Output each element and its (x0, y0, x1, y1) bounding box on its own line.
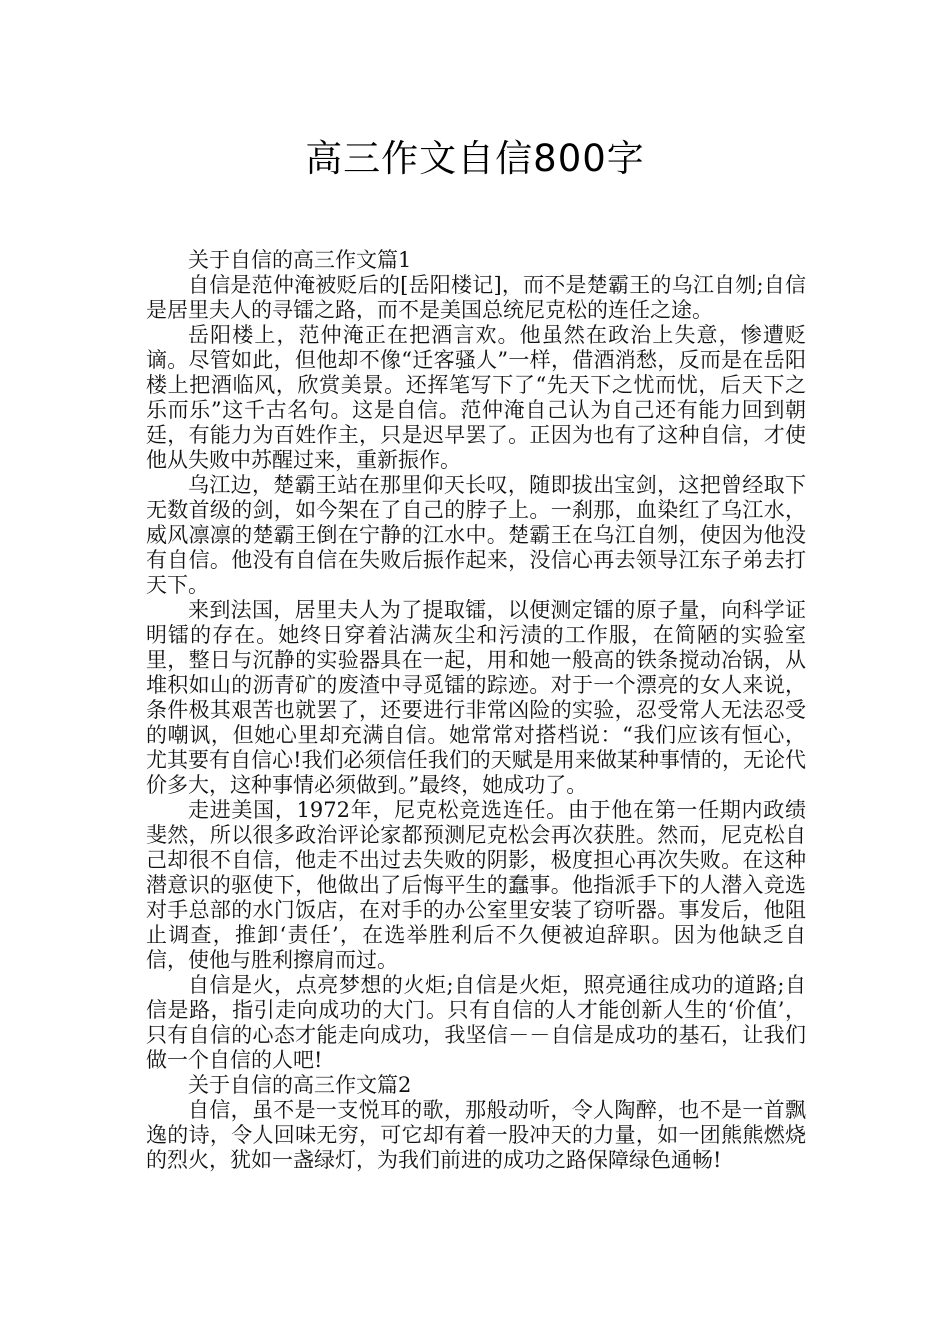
document-title: 高三作文自信800字 (305, 137, 645, 180)
body-paragraph: 乌江边，楚霸王站在那里仰天长叹，随即拔出宝剑，这把曾经取下无数首级的剑，如今架在了自己的脖子上。一刹那，血染红了乌江水，威风凛凛的楚霸王倒在宁静的江水中。楚霸王在乌江自刎，使因为他没有自信。他没有自信在失败后振作起来，没信心再去领导江东子弟去打天下。 (146, 473, 806, 597)
body-paragraph: 来到法国，居里夫人为了提取镭，以便测定镭的原子量，向科学证明镭的存在。她终日穿着沾满灰尘和污渍的工作服，在简陋的实验室里，整日与沉静的实验器具在一起，用和她一般高的铁条搅动冶锅，从堆积如山的沥青矿的废渣中寻觅镭的踪迹。对于一个漂亮的女人来说，条件极其艰苦也就罢了，还要进行非常凶险的实验，忍受常人无法忍受的嘲讽，但她心里却充满自信。她常常对搭档说：“我们应该有恒心，尤其要有自信心!我们必须信任我们的天赋是用来做某种事情的，无论代价多大，这种事情必须做到。”最终，她成功了。 (146, 598, 806, 797)
body-paragraph: 走进美国，1972年，尼克松竞选连任。由于他在第一任期内政绩斐然，所以很多政治评论家都预测尼克松会再次获胜。然而，尼克松自己却很不自信，他走不出过去失败的阴影，极度担心再次失败。在这种潜意识的驱使下，他做出了后悔平生的蠢事。他指派手下的人潜入竞选对手总部的水门饭店，在对手的办公室里安装了窃听器。事发后，他阻止调查，推卸‘责任’，在选举胜利后不久便被迫辞职。因为他缺乏自信，使他与胜利擦肩而过。 (146, 798, 806, 972)
section-heading: 关于自信的高三作文篇1 (188, 248, 412, 272)
body-paragraph: 自信是范仲淹被贬后的[岳阳楼记]，而不是楚霸王的乌江自刎;自信是居里夫人的寻镭之路，而不是美国总统尼克松的连任之途。 (146, 273, 806, 322)
body-paragraph: 自信，虽不是一支悦耳的歌，那般动听，令人陶醉，也不是一首飘逸的诗，令人回味无穷，可它却有着一股冲天的力量，如一团熊熊燃烧的烈火，犹如一盏绿灯，为我们前进的成功之路保障绿色通畅! (146, 1098, 806, 1172)
section-heading: 关于自信的高三作文篇2 (188, 1073, 412, 1097)
body-paragraph: 岳阳楼上，范仲淹正在把酒言欢。他虽然在政治上失意，惨遭贬谪。尽管如此，但他却不像“迁客骚人”一样，借酒消愁，反而是在岳阳楼上把酒临风，欣赏美景。还挥笔写下了“先天下之忧而忧，后天下之乐而乐”这千古名句。这是自信。范仲淹自己认为自己还有能力回到朝廷，有能力为百姓作主，只是迟早罢了。正因为也有了这种自信，才使他从失败中苏醒过来，重新振作。 (146, 323, 806, 472)
body-paragraph: 自信是火，点亮梦想的火炬;自信是火炬，照亮通往成功的道路;自信是路，指引走向成功的大门。只有自信的人才能创新人生的‘价值’，只有自信的心态才能走向成功，我坚信－－自信是成功的基石，让我们做一个自信的人吧! (146, 973, 806, 1072)
document-body (146, 248, 806, 1173)
